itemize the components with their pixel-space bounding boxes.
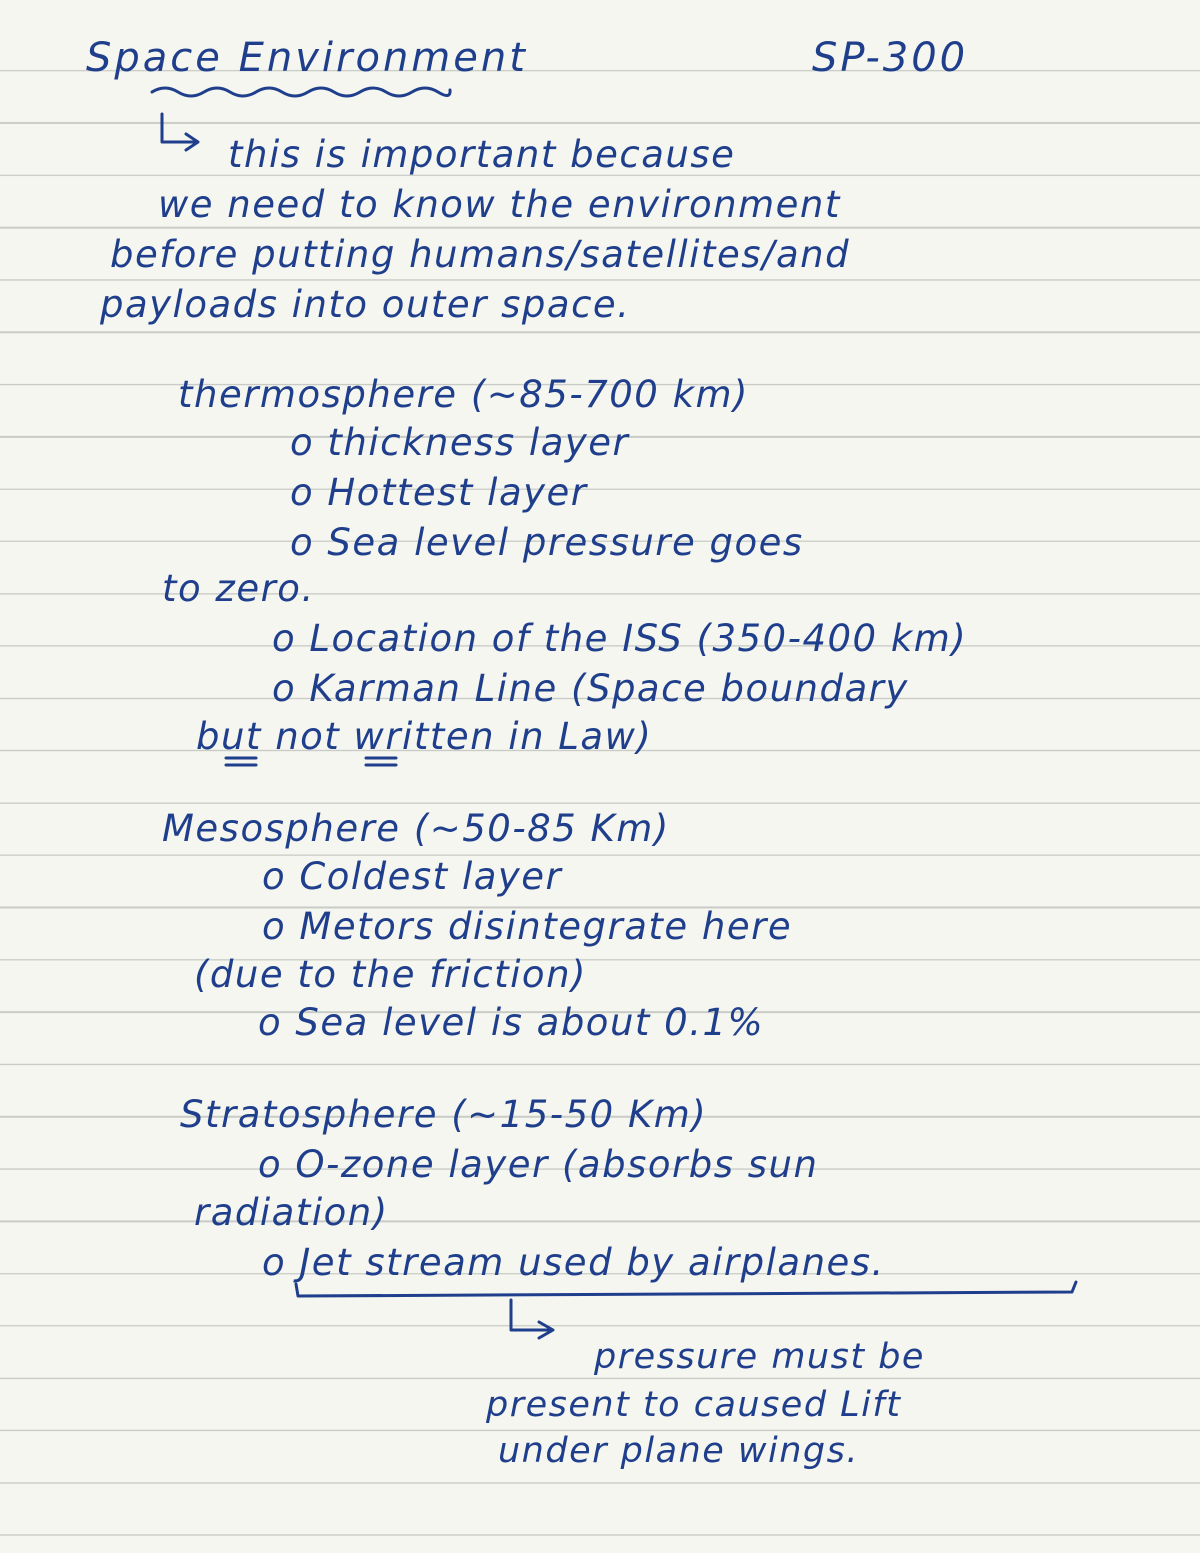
arrow-icon: [505, 1298, 565, 1340]
page-title: Space Environment: [86, 35, 528, 81]
mesosphere-bullet-2: o Metors disintegrate here: [262, 905, 793, 948]
thermosphere-bullet-5: o Karman Line (Space boundary: [272, 667, 909, 710]
stratosphere-note-line-1: pressure must be: [594, 1337, 925, 1377]
course-code: SP-300: [812, 35, 969, 81]
stratosphere-bullet-1-cont: radiation): [194, 1191, 389, 1234]
intro-line-2: we need to know the environment: [158, 183, 841, 226]
thermosphere-bullet-4: o Location of the ISS (350-400 km): [272, 617, 968, 660]
intro-line-3: before putting humans/satellites/and: [110, 233, 851, 276]
stratosphere-bullet-1: o O-zone layer (absorbs sun: [258, 1143, 819, 1186]
thermosphere-bullet-3: o Sea level pressure goes: [290, 521, 804, 564]
thermosphere-heading: thermosphere (~85-700 km): [178, 373, 749, 416]
emphasis-double-underline: [196, 754, 426, 770]
thermosphere-bullet-2: o Hottest layer: [290, 471, 588, 514]
stratosphere-bullet-2: o Jet stream used by airplanes.: [262, 1241, 885, 1284]
thermosphere-bullet-3-cont: to zero.: [162, 567, 315, 610]
mesosphere-bullet-3: o Sea level is about 0.1%: [258, 1001, 765, 1044]
thermosphere-bullet-1: o thickness layer: [290, 421, 630, 464]
stratosphere-note-line-3: under plane wings.: [498, 1431, 859, 1471]
stratosphere-note-line-2: present to caused Lift: [486, 1385, 902, 1425]
title-wavy-underline: [150, 82, 460, 102]
arrow-icon: [158, 112, 208, 152]
intro-line-4: payloads into outer space.: [100, 283, 631, 326]
jet-stream-bracket-underline: [292, 1280, 1092, 1310]
thermosphere-bullet-5-cont: but not written in Law): [196, 715, 653, 758]
mesosphere-bullet-1: o Coldest layer: [262, 855, 563, 898]
intro-line-1: this is important because: [228, 133, 736, 176]
mesosphere-bullet-2-cont: (due to the friction): [194, 953, 587, 996]
stratosphere-heading: Stratosphere (~15-50 Km): [180, 1093, 708, 1136]
mesosphere-heading: Mesosphere (~50-85 Km): [162, 807, 670, 850]
